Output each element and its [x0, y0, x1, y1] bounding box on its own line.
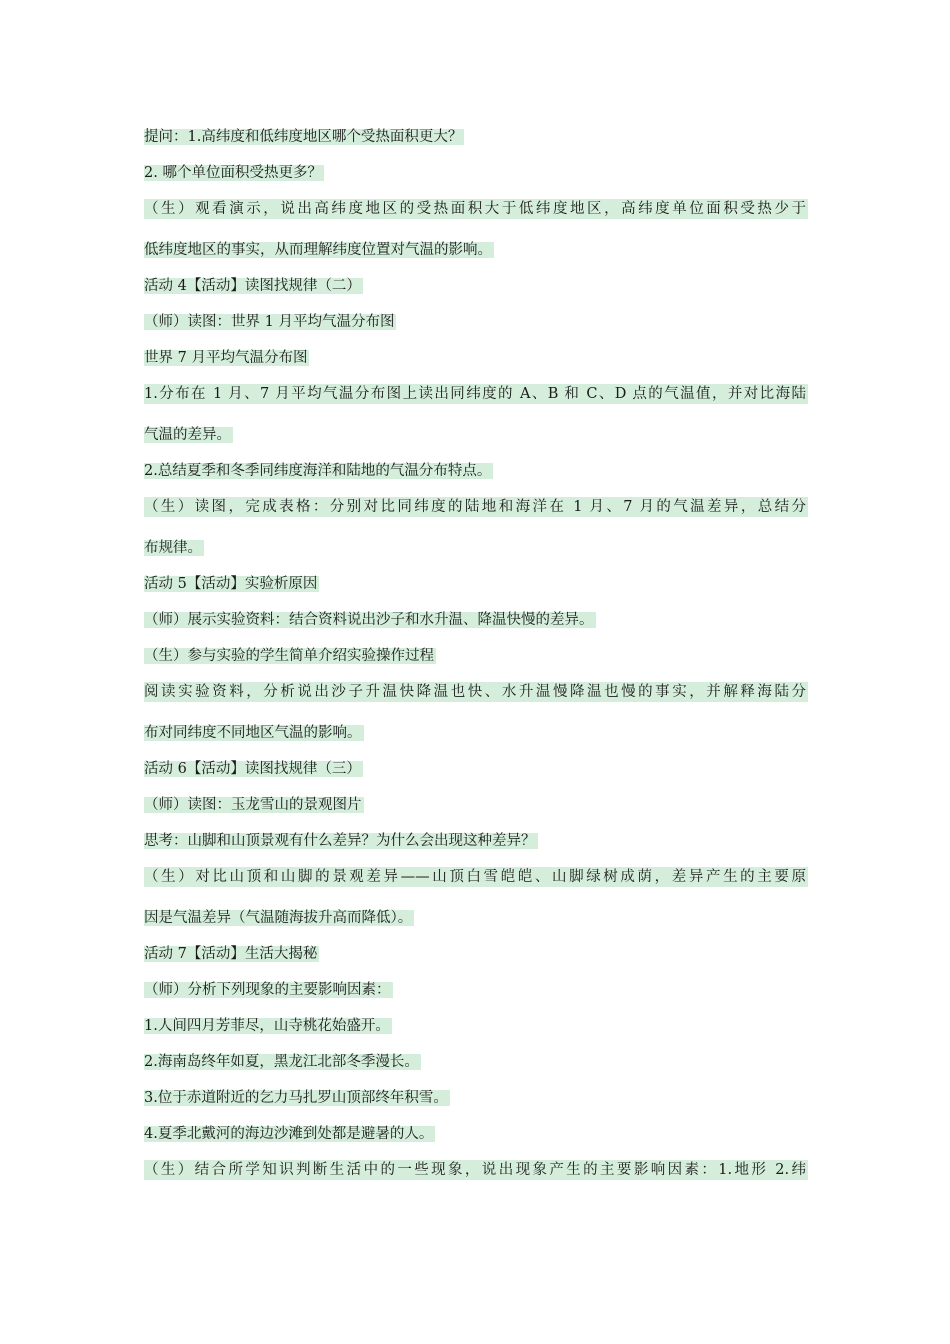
text-line [144, 1160, 808, 1180]
line-text: 3.位于赤道附近的乞力马扎罗山顶部终年积雪。 [144, 1090, 448, 1106]
text-line [144, 240, 494, 260]
activity-heading: 活动 6【活动】读图找规律（三） [144, 761, 361, 777]
text-line [144, 1052, 421, 1072]
activity-heading: 活动 5【活动】实验析原因 [144, 576, 318, 592]
line-text: 2. 哪个单位面积受热更多？ [144, 165, 322, 181]
line-text: 阅读实验资料，分析说出沙子升温快降温也快、水升温慢降温也慢的事实，并解释海陆分 [144, 684, 806, 700]
line-text: （生）读图，完成表格：分别对比同纬度的陆地和海洋在 1 月、7 月的气温差异，总结分 [144, 499, 806, 515]
line-text: （师）读图：玉龙雪山的景观图片 [144, 797, 362, 813]
line-text: 低纬度地区的事实，从而理解纬度位置对气温的影响。 [144, 242, 492, 258]
text-line [144, 831, 538, 851]
line-text: （师）展示实验资料：结合资料说出沙子和水升温、降温快慢的差异。 [144, 612, 594, 628]
line-text: 气温的差异。 [144, 427, 231, 443]
text-line [144, 574, 319, 594]
text-line [144, 425, 233, 445]
line-text: 4.夏季北戴河的海边沙滩到处都是避暑的人。 [144, 1126, 434, 1142]
text-line [144, 1088, 450, 1108]
text-line [144, 759, 363, 779]
text-line [144, 682, 808, 702]
line-text: （生）对比山顶和山脚的景观差异——山顶白雪皑皑、山脚绿树成荫，差异产生的主要原 [144, 869, 806, 885]
text-line [144, 127, 464, 147]
line-text: 因是气温差异（气温随海拔升高而降低）。 [144, 910, 413, 926]
line-text: 1.人间四月芳菲尽，山寺桃花始盛开。 [144, 1018, 390, 1034]
text-line [144, 1124, 435, 1144]
line-text: 布规律。 [144, 540, 202, 556]
line-text: （生）结合所学知识判断生活中的一些现象，说出现象产生的主要影响因素：1.地形 2.纬 [144, 1162, 806, 1178]
line-text: 布对同纬度不同地区气温的影响。 [144, 725, 362, 741]
text-line [144, 723, 364, 743]
text-line [144, 908, 414, 928]
line-text: 提问：1.高纬度和低纬度地区哪个受热面积更大？ [144, 129, 463, 145]
line-text: （师）读图：世界 1 月平均气温分布图 [144, 314, 395, 330]
text-line [144, 980, 393, 1000]
line-text: 2.总结夏季和冬季同纬度海洋和陆地的气温分布特点。 [144, 463, 492, 479]
text-line [144, 610, 596, 630]
line-text: 2.海南岛终年如夏，黑龙江北部冬季漫长。 [144, 1054, 419, 1070]
text-line [144, 944, 319, 964]
text-line [144, 312, 396, 332]
text-line [144, 497, 808, 517]
text-line [144, 276, 363, 296]
text-line [144, 646, 436, 666]
text-line [144, 867, 808, 887]
line-text: （师）分析下列现象的主要影响因素： [144, 982, 391, 998]
text-line [144, 384, 808, 404]
text-line [144, 795, 364, 815]
activity-heading: 活动 4【活动】读图找规律（二） [144, 278, 361, 294]
text-line [144, 348, 309, 368]
line-text: 1.分布在 1 月、7 月平均气温分布图上读出同纬度的 A、B 和 C、D 点的气温值，并对比海陆 [144, 386, 806, 402]
line-text: 思考：山脚和山顶景观有什么差异？为什么会出现这种差异？ [144, 833, 536, 849]
line-text: （生）参与实验的学生简单介绍实验操作过程 [144, 648, 434, 664]
text-line [144, 199, 808, 219]
text-line [144, 163, 324, 183]
text-line [144, 538, 204, 558]
line-text: 世界 7 月平均气温分布图 [144, 350, 308, 366]
text-line [144, 1016, 392, 1036]
line-text: （生）观看演示，说出高纬度地区的受热面积大于低纬度地区，高纬度单位面积受热少于 [144, 201, 806, 217]
text-line [144, 461, 493, 481]
activity-heading: 活动 7【活动】生活大揭秘 [144, 946, 318, 962]
